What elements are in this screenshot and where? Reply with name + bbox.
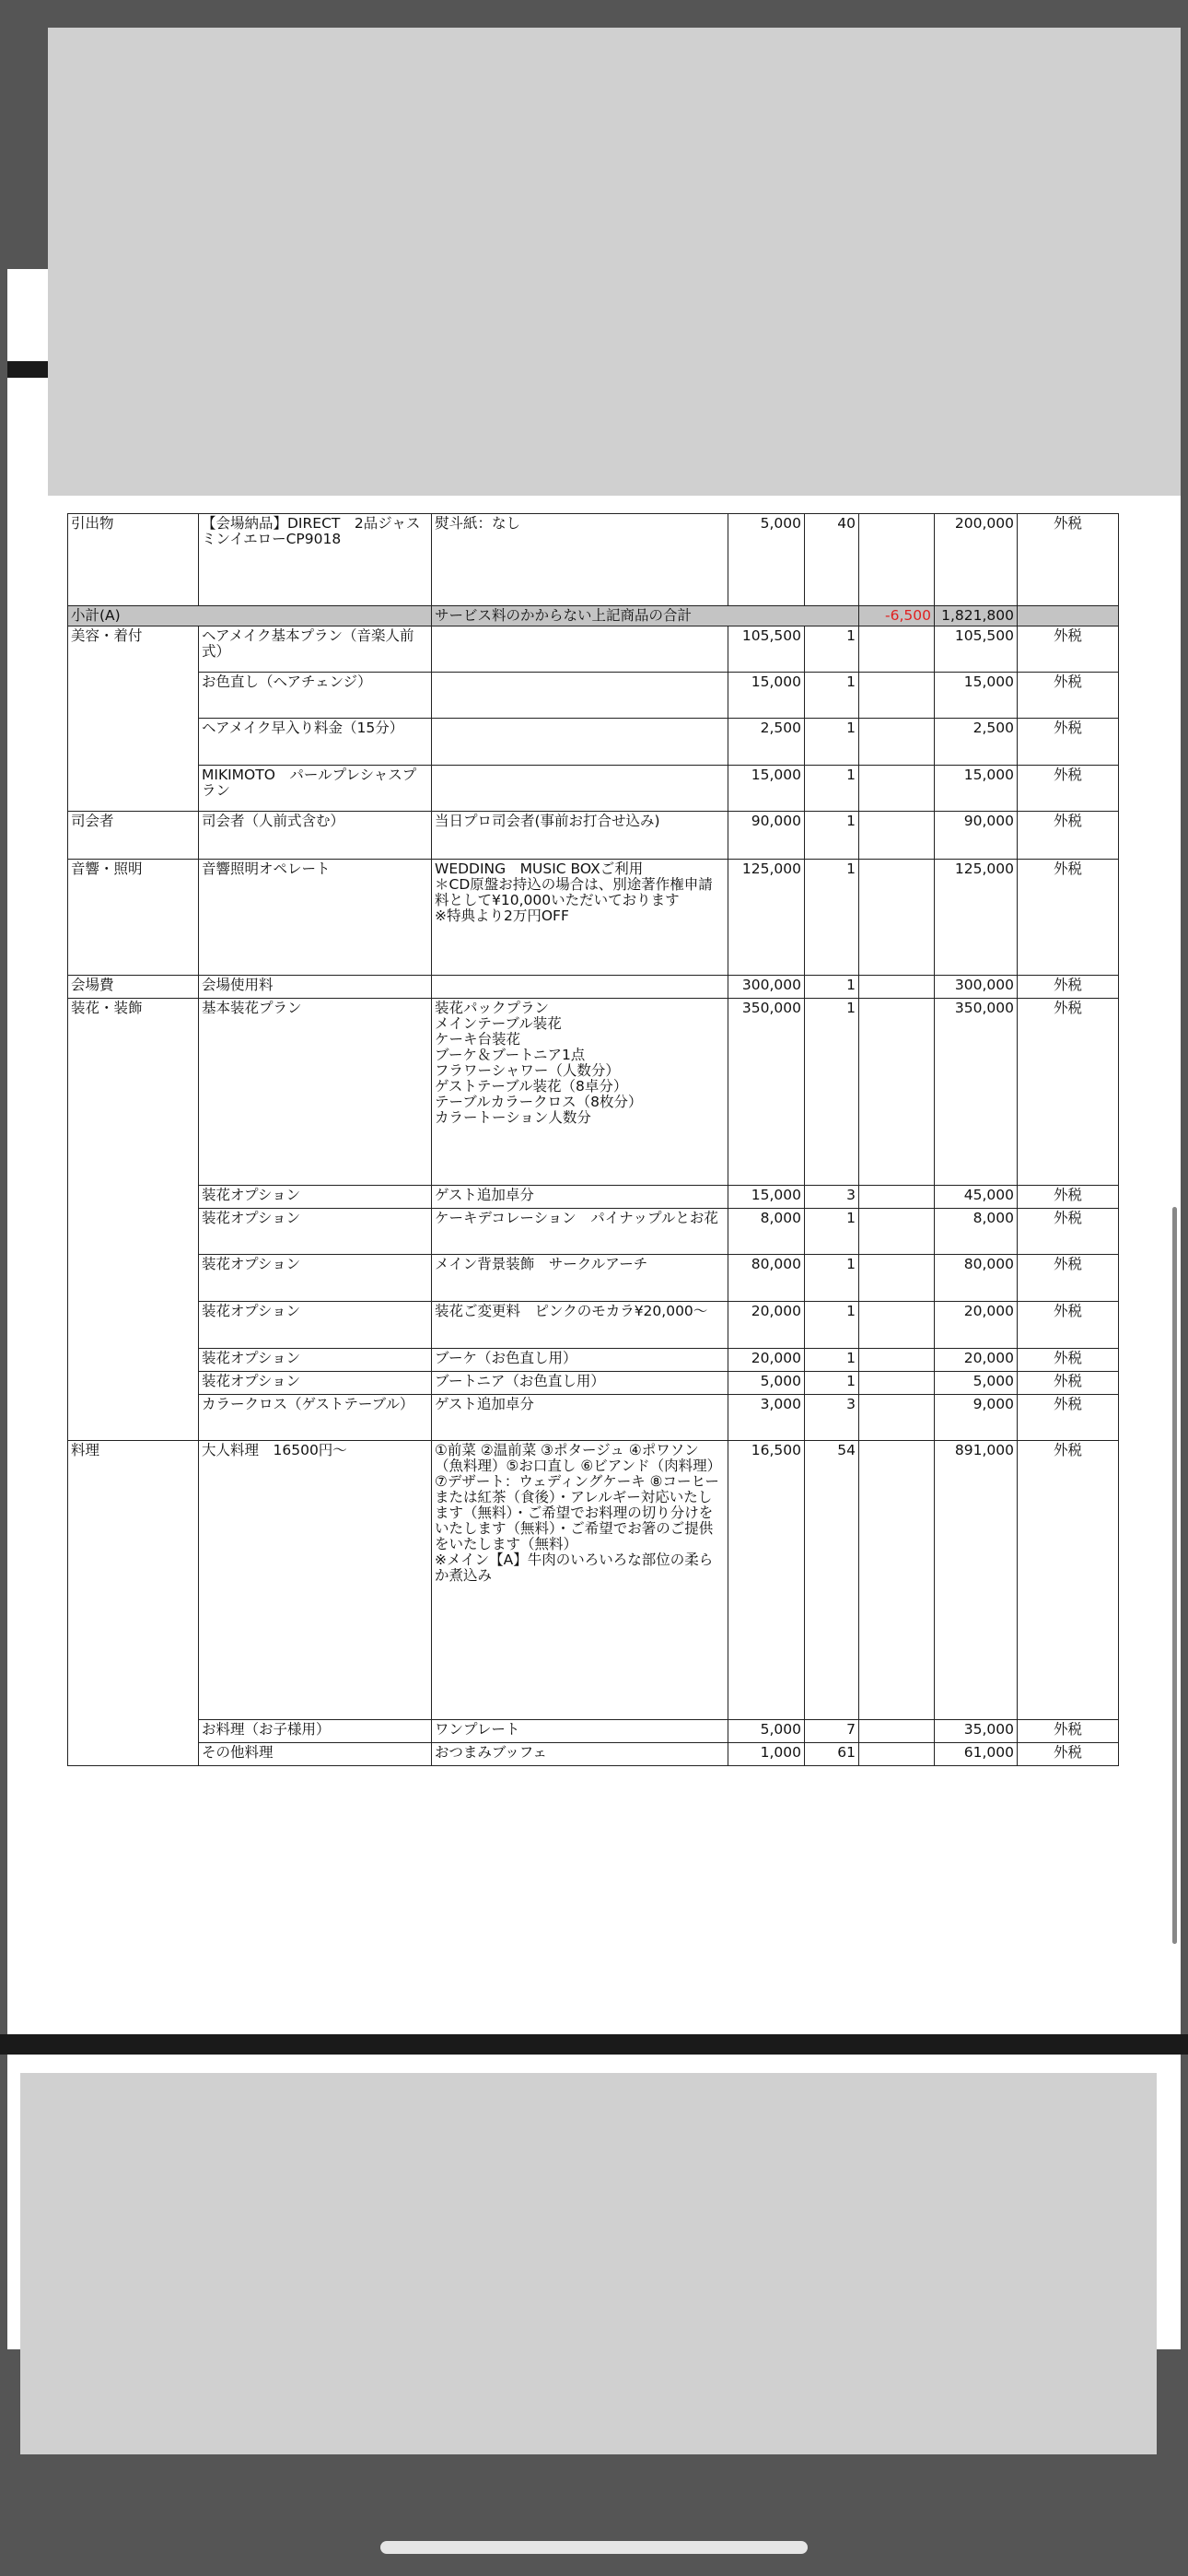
- detail-cell: 装花パックプラン メインテーブル装花 ケーキ台装花 ブーケ＆ブートニア1点 フラワーシャワー（人数分） ゲストテーブル装花（8卓分） テーブルカラークロス（8枚分） カラートーション人数分: [432, 999, 728, 1186]
- table-row: [68, 1349, 1119, 1372]
- item-cell: MIKIMOTO パールプレシャスプラン: [199, 766, 432, 812]
- quantity-cell: 1: [805, 1302, 859, 1349]
- discount-cell: [859, 673, 935, 719]
- estimate-table: [67, 513, 1119, 1766]
- table-row: [68, 976, 1119, 999]
- subtotal-label: 小計(A): [68, 606, 432, 626]
- discount-cell: [859, 719, 935, 766]
- amount-cell: 35,000: [935, 1720, 1018, 1743]
- discount-cell: [859, 1186, 935, 1209]
- quantity-cell: 1: [805, 673, 859, 719]
- amount-cell: 8,000: [935, 1209, 1018, 1255]
- detail-cell: ワンプレート: [432, 1720, 728, 1743]
- table-row: [68, 626, 1119, 673]
- tax-cell: 外税: [1018, 1186, 1119, 1209]
- amount-cell: 61,000: [935, 1743, 1018, 1766]
- discount-cell: [859, 860, 935, 976]
- category-cell: 美容・着付: [68, 626, 199, 812]
- item-cell: その他料理: [199, 1743, 432, 1766]
- item-cell: 装花オプション: [199, 1372, 432, 1395]
- unit-price-cell: 5,000: [728, 1372, 805, 1395]
- quantity-cell: 1: [805, 999, 859, 1186]
- table-row: [68, 1302, 1119, 1349]
- amount-cell: 9,000: [935, 1395, 1018, 1441]
- table-row: [68, 1255, 1119, 1302]
- detail-cell: おつまみブッフェ: [432, 1743, 728, 1766]
- category-cell: 装花・装飾: [68, 999, 199, 1441]
- unit-price-cell: 105,500: [728, 626, 805, 673]
- quantity-cell: 1: [805, 719, 859, 766]
- unit-price-cell: 1,000: [728, 1743, 805, 1766]
- quantity-cell: 61: [805, 1743, 859, 1766]
- unit-price-cell: 350,000: [728, 999, 805, 1186]
- table-row: [68, 766, 1119, 812]
- unit-price-cell: 125,000: [728, 860, 805, 976]
- tax-cell: 外税: [1018, 999, 1119, 1186]
- tax-cell: 外税: [1018, 1372, 1119, 1395]
- unit-price-cell: 5,000: [728, 1720, 805, 1743]
- item-cell: 音響照明オペレート: [199, 860, 432, 976]
- tax-cell: 外税: [1018, 976, 1119, 999]
- table-row: [68, 1372, 1119, 1395]
- discount-cell: [859, 1349, 935, 1372]
- subtotal-tax-cell: [1018, 606, 1119, 626]
- detail-cell: 当日プロ司会者(事前お打合せ込み): [432, 812, 728, 860]
- item-cell: 基本装花プラン: [199, 999, 432, 1186]
- item-cell: 【会場納品】DIRECT 2品ジャスミンイエローCP9018: [199, 514, 432, 606]
- tax-cell: 外税: [1018, 673, 1119, 719]
- table-row: [68, 1743, 1119, 1766]
- detail-cell: [432, 719, 728, 766]
- item-cell: 大人料理 16500円～: [199, 1441, 432, 1720]
- item-cell: 装花オプション: [199, 1209, 432, 1255]
- table-row: [68, 673, 1119, 719]
- discount-cell: [859, 766, 935, 812]
- table-row: [68, 514, 1119, 606]
- subtotal-discount: -6,500: [859, 606, 935, 626]
- detail-cell: ゲスト追加卓分: [432, 1395, 728, 1441]
- amount-cell: 20,000: [935, 1302, 1018, 1349]
- table-row: [68, 999, 1119, 1186]
- quantity-cell: 1: [805, 1255, 859, 1302]
- amount-cell: 350,000: [935, 999, 1018, 1186]
- detail-cell: 熨斗紙：なし: [432, 514, 728, 606]
- tax-cell: 外税: [1018, 1349, 1119, 1372]
- quantity-cell: 1: [805, 1209, 859, 1255]
- quantity-cell: 1: [805, 976, 859, 999]
- tax-cell: 外税: [1018, 1720, 1119, 1743]
- table-row: [68, 1395, 1119, 1441]
- table-row: [68, 1441, 1119, 1720]
- category-cell: 会場費: [68, 976, 199, 999]
- amount-cell: 45,000: [935, 1186, 1018, 1209]
- item-cell: 装花オプション: [199, 1349, 432, 1372]
- quantity-cell: 7: [805, 1720, 859, 1743]
- amount-cell: 2,500: [935, 719, 1018, 766]
- item-cell: お料理（お子様用）: [199, 1720, 432, 1743]
- discount-cell: [859, 1302, 935, 1349]
- table-row: [68, 1209, 1119, 1255]
- unit-price-cell: 80,000: [728, 1255, 805, 1302]
- discount-cell: [859, 1372, 935, 1395]
- category-cell: 料理: [68, 1441, 199, 1766]
- scrollbar[interactable]: [1172, 1207, 1177, 1944]
- detail-cell: [432, 626, 728, 673]
- discount-cell: [859, 1720, 935, 1743]
- amount-cell: 125,000: [935, 860, 1018, 976]
- amount-cell: 300,000: [935, 976, 1018, 999]
- amount-cell: 15,000: [935, 766, 1018, 812]
- discount-cell: [859, 1255, 935, 1302]
- item-cell: 司会者（人前式含む）: [199, 812, 432, 860]
- unit-price-cell: 300,000: [728, 976, 805, 999]
- quantity-cell: 1: [805, 860, 859, 976]
- amount-cell: 5,000: [935, 1372, 1018, 1395]
- tax-cell: 外税: [1018, 1441, 1119, 1720]
- quantity-cell: 3: [805, 1186, 859, 1209]
- unit-price-cell: 15,000: [728, 766, 805, 812]
- quantity-cell: 1: [805, 626, 859, 673]
- discount-cell: [859, 1209, 935, 1255]
- discount-cell: [859, 812, 935, 860]
- discount-cell: [859, 1743, 935, 1766]
- unit-price-cell: 5,000: [728, 514, 805, 606]
- tax-cell: 外税: [1018, 1743, 1119, 1766]
- subtotal-amount: 1,821,800: [935, 606, 1018, 626]
- tax-cell: 外税: [1018, 812, 1119, 860]
- table-row: [68, 1186, 1119, 1209]
- tax-cell: 外税: [1018, 626, 1119, 673]
- discount-cell: [859, 514, 935, 606]
- item-cell: お色直し（ヘアチェンジ）: [199, 673, 432, 719]
- tax-cell: 外税: [1018, 1209, 1119, 1255]
- amount-cell: 891,000: [935, 1441, 1018, 1720]
- category-cell: 司会者: [68, 812, 199, 860]
- tax-cell: 外税: [1018, 1302, 1119, 1349]
- redacted-region-bottom: [20, 2073, 1157, 2454]
- detail-cell: [432, 976, 728, 999]
- detail-cell: [432, 766, 728, 812]
- discount-cell: [859, 999, 935, 1186]
- amount-cell: 80,000: [935, 1255, 1018, 1302]
- detail-cell: 装花ご変更料 ピンクのモカラ¥20,000～: [432, 1302, 728, 1349]
- category-cell: 音響・照明: [68, 860, 199, 976]
- unit-price-cell: 3,000: [728, 1395, 805, 1441]
- detail-cell: ゲスト追加卓分: [432, 1186, 728, 1209]
- detail-cell: WEDDING MUSIC BOXご利用 ＊CD原盤お持込の場合は、別途著作権申請料として¥10,000いただいております ※特典より2万円OFF: [432, 860, 728, 976]
- unit-price-cell: 15,000: [728, 673, 805, 719]
- item-cell: ヘアメイク基本プラン（音楽人前式）: [199, 626, 432, 673]
- detail-cell: ケーキデコレーション パイナップルとお花: [432, 1209, 728, 1255]
- discount-cell: [859, 626, 935, 673]
- unit-price-cell: 20,000: [728, 1349, 805, 1372]
- unit-price-cell: 15,000: [728, 1186, 805, 1209]
- table-row: [68, 812, 1119, 860]
- amount-cell: 105,500: [935, 626, 1018, 673]
- quantity-cell: 1: [805, 1349, 859, 1372]
- quantity-cell: 40: [805, 514, 859, 606]
- quantity-cell: 1: [805, 766, 859, 812]
- item-cell: カラークロス（ゲストテーブル）: [199, 1395, 432, 1441]
- detail-cell: [432, 673, 728, 719]
- amount-cell: 15,000: [935, 673, 1018, 719]
- table-row: [68, 860, 1119, 976]
- item-cell: 会場使用料: [199, 976, 432, 999]
- tax-cell: 外税: [1018, 766, 1119, 812]
- quantity-cell: 3: [805, 1395, 859, 1441]
- amount-cell: 200,000: [935, 514, 1018, 606]
- amount-cell: 90,000: [935, 812, 1018, 860]
- quantity-cell: 54: [805, 1441, 859, 1720]
- unit-price-cell: 8,000: [728, 1209, 805, 1255]
- discount-cell: [859, 1441, 935, 1720]
- item-cell: ヘアメイク早入り料金（15分）: [199, 719, 432, 766]
- table-row: [68, 1720, 1119, 1743]
- tax-cell: 外税: [1018, 719, 1119, 766]
- detail-cell: ブーケ（お色直し用）: [432, 1349, 728, 1372]
- item-cell: 装花オプション: [199, 1255, 432, 1302]
- category-cell: 引出物: [68, 514, 199, 606]
- unit-price-cell: 20,000: [728, 1302, 805, 1349]
- unit-price-cell: 90,000: [728, 812, 805, 860]
- tax-cell: 外税: [1018, 514, 1119, 606]
- item-cell: 装花オプション: [199, 1302, 432, 1349]
- subtotal-row: [68, 606, 1119, 626]
- detail-cell: メイン背景装飾 サークルアーチ: [432, 1255, 728, 1302]
- quantity-cell: 1: [805, 1372, 859, 1395]
- item-cell: 装花オプション: [199, 1186, 432, 1209]
- discount-cell: [859, 976, 935, 999]
- tax-cell: 外税: [1018, 1255, 1119, 1302]
- amount-cell: 20,000: [935, 1349, 1018, 1372]
- tax-cell: 外税: [1018, 1395, 1119, 1441]
- tax-cell: 外税: [1018, 860, 1119, 976]
- table-row: [68, 719, 1119, 766]
- discount-cell: [859, 1395, 935, 1441]
- unit-price-cell: 16,500: [728, 1441, 805, 1720]
- quantity-cell: 1: [805, 812, 859, 860]
- home-indicator[interactable]: [380, 2541, 808, 2554]
- redacted-region-top: [48, 28, 1181, 496]
- detail-cell: ①前菜 ②温前菜 ③ポタージュ ④ポワソン（魚料理）⑤お口直し ⑥ビアンド（肉料理）⑦デザート：ウェディングケーキ ⑧コーヒーまたは紅茶（食後）・アレルギー対応いたします（無料）・ご希望でお料理の切り分けをいたします（無料）・ご希望でお箸のご提供をいたします（無料） ※メイン【A】牛肉のいろいろな部位の柔らか煮込み: [432, 1441, 728, 1720]
- unit-price-cell: 2,500: [728, 719, 805, 766]
- detail-cell: ブートニア（お色直し用）: [432, 1372, 728, 1395]
- subtotal-detail: サービス料のかからない上記商品の合計: [432, 606, 859, 626]
- page-separator-bottom: [0, 2034, 1188, 2055]
